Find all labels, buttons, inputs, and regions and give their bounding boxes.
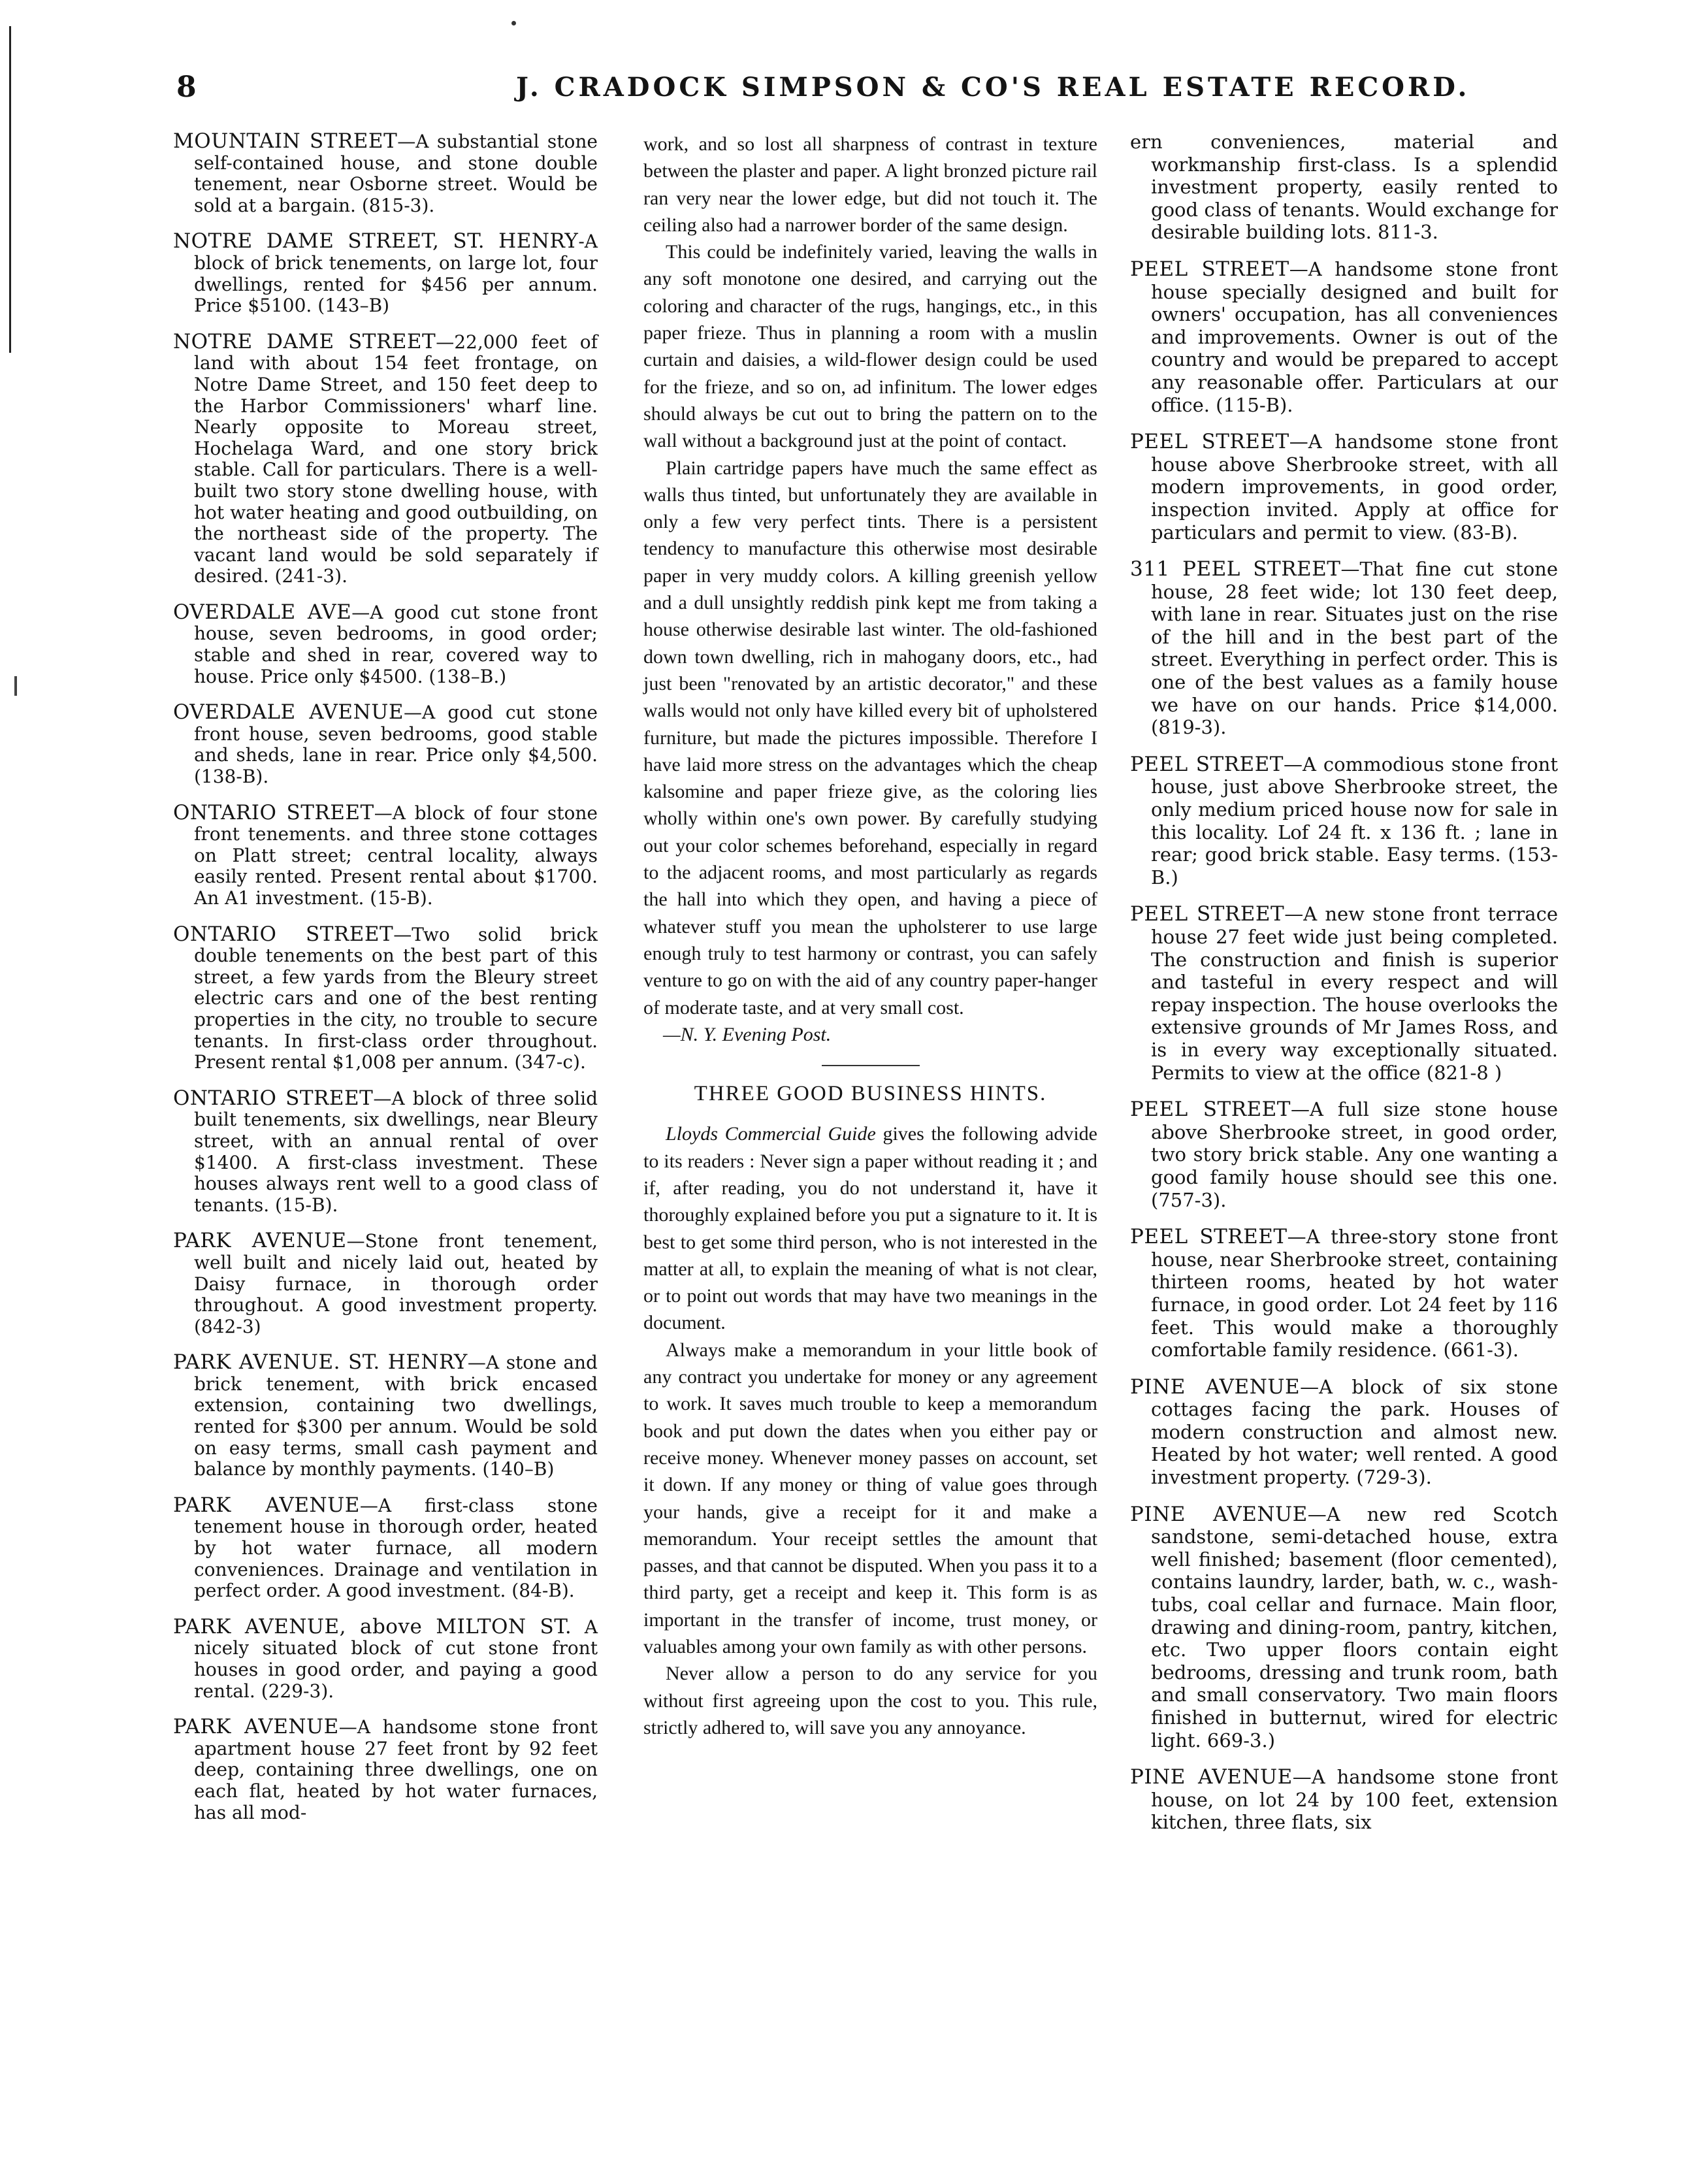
article-column <box>643 131 1097 1741</box>
listing-text: —That fine cut stone house, 28 feet wide; lot 130 feet deep, with lane in rear. Situates just on the rise of the hill and in the best part of the street. Everything in perfect order. This is one of the best values as a family house we have on our hands. Price $14,000. (819-3). <box>1151 558 1558 739</box>
listing-street: PARK AVENUE, above MILTON ST. <box>173 1614 572 1638</box>
property-listing <box>1130 1376 1558 1489</box>
listing-text: —22,000 feet of land with about 154 feet frontage, on Notre Dame Street, and 150 feet deep to the Harbor Commissioners' wharf line. Nearly opposite to Moreau street, Hochelaga Ward, and one story brick stable. Call for particulars. There is a well-built two story stone dwelling house, with hot water heating and good outbuilding, on the northeast side of the property. The vacant land would be sold separately if desired. (241-3). <box>194 331 598 587</box>
listing-text: -A block of brick tenements, on large lot, four dwellings, rented for $456 per annum. Price $5100. (143–B) <box>194 231 598 317</box>
article-paragraph: Plain cartridge papers have much the same effect as walls thus tinted, but unfortunately they are available in only a few very perfect tints. There is a persistent tendency to manufacture this otherwise most desirable paper in very muddy colors. A killing greenish yellow and a dull unsightly reddish pink kept me from taking a house otherwise desirable last winter. The old-fashioned down town dwelling, rich in mahogany doors, etc., had just been "renovated by an artistic decorator," and these walls would not only have killed every bit of upholstered furniture, but made the pictures impossible. Therefore I have laid more stress on the advantages which the cheap kalsomine and paper frieze give, as the coloring lies wholly within one's own power. By carefully studying out your color schemes beforehand, especially in regard to the adjacent rooms, and most particularly as regards the hall into which they open, and having a piece of whatever stuff you mean the upholsterer to use large enough truly to test harmony or contrast, you can safely venture to go on with the aid of any country paper-hanger of moderate taste, and at very small cost. <box>643 457 1097 1019</box>
listing-street: PEEL STREET <box>1130 1225 1287 1249</box>
listing-street: ONTARIO STREET <box>173 800 374 824</box>
listing-street: OVERDALE AVE <box>173 600 352 624</box>
scan-margin-mark <box>14 676 17 696</box>
listing-text: —A full size stone house above Sherbrooke street, in good order, two story brick stable. Any one wanting a good family house should see this one. (757-3). <box>1151 1098 1558 1211</box>
property-listing <box>1130 431 1558 544</box>
property-listing <box>173 1230 598 1337</box>
listing-street: PARK AVENUE <box>173 1715 339 1739</box>
listing-street: PINE AVENUE <box>1130 1502 1308 1526</box>
listing-text: —A handsome stone front house, on lot 24 by 100 feet, extension kitchen, three flats, six <box>1151 1766 1559 1834</box>
property-listing <box>173 331 598 587</box>
hints-paragraph <box>643 1120 1097 1336</box>
listing-street: PEEL STREET <box>1130 902 1285 926</box>
hints-paragraph: Always make a memorandum in your little book of any contract you undertake for money or any agreement to work. It saves much trouble to keep a memorandum book and put down the dates when you either pay or receive money. Whenever money passes on account, set it down. If any money or thing of value goes through your hands, give a receipt for it and make a memorandum. Your receipt settles the amount that passes, and that cannot be disputed. When you pass it to a third party, get a receipt and keep it. This form is as important in the transfer of income, trust money, or valuables among your own family as with other persons. <box>643 1339 1097 1658</box>
listing-street: PINE AVENUE <box>1130 1375 1301 1399</box>
listings-column-right <box>1130 131 1558 1848</box>
property-listing <box>1130 1503 1558 1752</box>
listing-street: PINE AVENUE <box>1130 1765 1293 1789</box>
listing-text: —A first-class stone tenement house in thorough order, heated by hot water furnace, all modern conveniences. Drainage and ventilation in perfect order. A good investment. (84-B). <box>194 1494 598 1602</box>
listing-street: PARK AVENUE <box>173 1493 360 1517</box>
running-title: J. CRADOCK SIMPSON & CO'S REAL ESTATE RECORD. <box>516 72 1470 103</box>
listing-text: ern conveniences, material and workmanship first-class. Is a splendid investment property, easily rented to good class of tenants. Would exchange for desirable building lots. 811-3. <box>1130 131 1558 244</box>
listing-text: —A handsome stone front apartment house 27 feet front by 92 feet deep, containing three dwellings, one on each flat, heated by hot water furnaces, has all mod- <box>194 1716 598 1823</box>
listing-text: —A substantial stone self-contained house, and stone double tenement, near Osborne street. Would be sold at a bargain. (815-3). <box>194 131 598 216</box>
listing-street: PEEL STREET <box>1130 430 1289 454</box>
property-listing <box>173 1716 598 1823</box>
property-listing <box>1130 258 1558 416</box>
page-number: 8 <box>176 71 197 104</box>
listing-street: PEEL STREET <box>1130 752 1284 776</box>
listing-street: ONTARIO STREET <box>173 1086 374 1110</box>
listing-text: —A good cut stone front house, seven bedrooms, in good order; stable and shed in rear, covered way to house. Price only $4500. (138–B.) <box>194 601 598 687</box>
property-listing <box>173 131 598 216</box>
property-listing <box>1130 1226 1558 1361</box>
property-listing <box>1130 558 1558 739</box>
listing-text: —A block of four stone front tenements. and three stone cottages on Platt street; central locality, always easily rented. Present rental about $1700. An A1 investment. (15-B). <box>194 802 598 909</box>
section-divider <box>822 1065 920 1066</box>
listing-text: —A three-story stone front house, near Sherbrooke street, containing thirteen rooms, heated by hot water furnace, in good order. Lot 24 feet by 116 feet. This would make a thoroughly comfortable family residence. (661-3). <box>1151 1226 1558 1361</box>
article-paragraph: This could be indefinitely varied, leaving the walls in any soft monotone one desired, and carrying out the coloring and character of the rugs, hangings, etc., in this paper frieze. Thus in planning a room with a muslin curtain and daisies, a wild-flower design could be used for the frieze, and so on, ad infinitum. The lower edges should always be cut out to bring the pattern on to the wall without a background just at the point of contact. <box>643 241 1097 452</box>
property-listing <box>173 1495 598 1602</box>
listing-text: —Two solid brick double tenements on the best part of this street, a few yards from the Bleury street electric cars and one of the best renting properties in the city, no trouble to secure tenants. In first-class order throughout. Present rental $1,008 per annum. (347-c). <box>194 923 598 1073</box>
listing-street: ONTARIO STREET <box>173 922 394 946</box>
property-listing <box>1130 1098 1558 1211</box>
listing-street: OVERDALE AVENUE <box>173 700 404 725</box>
listing-text: —A new stone front terrace house 27 feet wide just being completed. The construction and finish is superior and tasteful in every respect and will repay inspection. The house overlooks the extensive grounds of Mr James Ross, and is in every way exceptionally situated. Permits to view at the office (821-8 ) <box>1151 903 1559 1084</box>
property-listing <box>173 702 598 787</box>
property-listing <box>173 1352 598 1480</box>
property-listing <box>173 1088 598 1216</box>
listing-text: —A new red Scotch sandstone, semi-detached house, extra well finished; basement (floor cemented), contains laundry, larder, bath, w. c., wash-tubs, coal cellar and furnace. Main floor, drawing and dining-room, pantry, kitchen, etc. Two upper floors contain eight bedrooms, dressing and trunk room, bath and small conservatory. Two main floors finished in butternut, wired for electric light. 669-3.) <box>1151 1503 1558 1752</box>
property-listing <box>173 602 598 687</box>
listing-street: MOUNTAIN STREET <box>173 129 398 153</box>
hints-paragraph: Never allow a person to do any service for you without first agreeing upon the cost to you. This rule, strictly adhered to, will save you any annoyance. <box>643 1663 1097 1738</box>
listing-text: —A good cut stone front house, seven bedrooms, good stable and sheds, lane in rear. Price only $4,500. (138-B). <box>194 702 598 788</box>
listing-text: A nicely situated block of cut stone front houses in good order, and paying a good rental. (229-3). <box>194 1616 598 1702</box>
listing-text: —A stone and brick tenement, with brick encased extension, containing two dwellings, rented for $300 per annum. Would be sold on easy terms, small cash payment and balance by monthly payments. (140–B) <box>194 1352 598 1480</box>
listing-text: —A handsome stone front house specially designed and built for owners' occupation, has all conveniences and improvements. Owner is out of the country and would be prepared to accept any reasonable offer. Particulars at our office. (115-B). <box>1151 257 1559 416</box>
article-credit: —N. Y. Evening Post. <box>663 1023 832 1045</box>
listing-street: NOTRE DAME STREET, ST. HENRY <box>173 229 579 253</box>
listing-street: PARK AVENUE. ST. HENRY <box>173 1350 468 1375</box>
listing-street: PEEL STREET <box>1130 1098 1291 1122</box>
listing-text: —Stone front tenement, well built and nicely laid out, heated by Daisy furnace, in thorough order throughout. A good investment property. (842-3) <box>194 1230 598 1337</box>
property-listing <box>173 802 598 909</box>
article-paragraph: work, and so lost all sharpness of contrast in texture between the plaster and paper. A light bronzed picture rail ran very near the lower edge, but did not touch it. The ceiling also had a narrower border of the same design. <box>643 133 1097 236</box>
listing-street: PEEL STREET <box>1130 257 1289 281</box>
hints-source: Lloyds Commercial Guide <box>666 1123 876 1145</box>
property-listing <box>173 231 598 316</box>
listing-text: —A handsome stone front house above Sherbrooke street, with all modern improvements, in good order, inspection invited. Apply at office for particulars and permit to view. (83-B). <box>1151 431 1559 544</box>
listing-street: NOTRE DAME STREET <box>173 329 436 353</box>
listing-text: —A commodious stone front house, just above Sherbrooke street, the only medium priced house now for sale in this locality. Lof 24 ft. x 136 ft. ; lane in rear; good brick stable. Easy terms. (153-B.) <box>1151 753 1558 888</box>
property-listing <box>1130 903 1558 1084</box>
property-listing <box>173 924 598 1073</box>
listing-text: —A block of three solid built tenements, six dwellings, near Bleury street, with an annual rental of over $1400. A first-class investment. These houses always rent well to a good class of tenants. (15-B). <box>194 1087 598 1216</box>
property-listing <box>1130 753 1558 889</box>
scan-margin-line <box>9 26 11 353</box>
property-listing <box>1130 131 1558 244</box>
listing-street: 311 PEEL STREET <box>1130 557 1341 581</box>
page-header <box>176 65 1470 111</box>
listing-text: —A block of six stone cottages facing the park. Houses of modern construction and almost new. Heated by hot water; well rented. A good investment property. (729-3). <box>1151 1375 1559 1489</box>
listing-street: PARK AVENUE <box>173 1229 347 1253</box>
property-listing <box>173 1616 598 1702</box>
scan-speck <box>511 21 516 25</box>
listings-column-left <box>173 131 598 1838</box>
property-listing <box>1130 1766 1558 1834</box>
hints-paragraph-text: gives the following advide to its readers : Never sign a paper without reading it ; and if, after reading, you do not understand it, have it thoroughly explained before you put a signature to it. It is best to get some third person, who is not interested in the matter at all, to explain the meaning of what is not clear, or to point out words that may have two meanings in the document. <box>643 1123 1098 1334</box>
section-title: THREE GOOD BUSINESS HINTS. <box>694 1082 1047 1106</box>
